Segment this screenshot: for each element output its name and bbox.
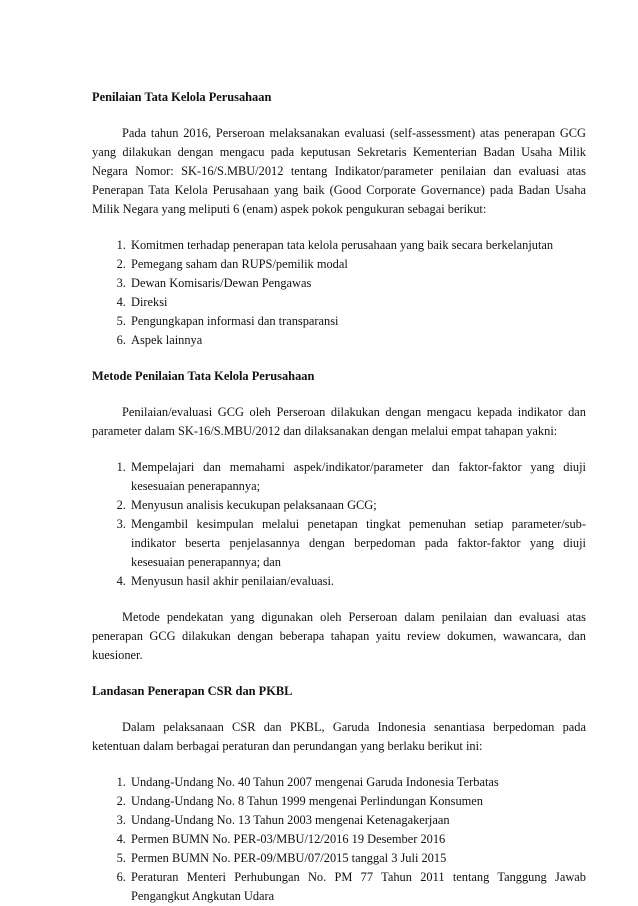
list-item: 1. Mempelajari dan memahami aspek/indikator/parameter dan faktor-faktor yang diuji kesesuaian penerapannya; [129, 458, 586, 496]
list-item: 4. Direksi [129, 293, 586, 312]
list-item: 6. Aspek lainnya [129, 331, 586, 350]
list-item: 1. Komitmen terhadap penerapan tata kelola perusahaan yang baik secara berkelanjutan [129, 236, 586, 255]
section-heading-landasan: Landasan Penerapan CSR dan PKBL [92, 684, 293, 698]
section-paragraph: Penilaian/evaluasi GCG oleh Perseroan dilakukan dengan mengacu kepada indikator dan parameter dalam SK-16/S.MBU/2012 dan dilaksanakan dengan melalui empat tahapan yakni: [92, 405, 586, 438]
aspect-list [92, 236, 586, 350]
list-item: 2. Menyusun analisis kecukupan pelaksanaan GCG; [129, 496, 586, 515]
list-item: 3. Undang-Undang No. 13 Tahun 2003 mengenai Ketenagakerjaan [129, 811, 586, 830]
section-paragraph: Pada tahun 2016, Perseroan melaksanakan evaluasi (self-assessment) atas penerapan GCG yang dilakukan dengan mengacu pada keputusan Sekretaris Kementerian Badan Usaha Milik Negara Nomor: SK-16/S.MBU/2012 tentang Indikator/parameter penilaian dan evaluasi atas Penerapan Tata Kelola Perusahaan yang baik (Good Corporate Governance) pada Badan Usaha Milik Negara yang meliputi 6 (enam) aspek pokok pengukuran sebagai berikut: [92, 126, 586, 216]
list-item: 6. Peraturan Menteri Perhubungan No. PM 77 Tahun 2011 tentang Tanggung Jawab Pengangkut Angkutan Udara [129, 868, 586, 906]
regulation-list [92, 773, 586, 906]
section-heading-penilaian: Penilaian Tata Kelola Perusahaan [92, 90, 272, 104]
list-item: 3. Dewan Komisaris/Dewan Pengawas [129, 274, 586, 293]
section-heading-metode: Metode Penilaian Tata Kelola Perusahaan [92, 369, 315, 383]
list-item: 5. Permen BUMN No. PER-09/MBU/07/2015 tanggal 3 Juli 2015 [129, 849, 586, 868]
section-paragraph: Dalam pelaksanaan CSR dan PKBL, Garuda Indonesia senantiasa berpedoman pada ketentuan dalam berbagai peraturan dan perundangan yang berlaku berikut ini: [92, 720, 586, 753]
list-item: 2. Pemegang saham dan RUPS/pemilik modal [129, 255, 586, 274]
list-item: 2. Undang-Undang No. 8 Tahun 1999 mengenai Perlindungan Konsumen [129, 792, 586, 811]
list-item: 1. Undang-Undang No. 40 Tahun 2007 mengenai Garuda Indonesia Terbatas [129, 773, 586, 792]
list-item: 3. Mengambil kesimpulan melalui penetapan tingkat pemenuhan setiap parameter/sub-indikator beserta penjelasannya dengan berpedoman pada faktor-faktor yang diuji kesesuaian penerapannya; dan [129, 515, 586, 572]
section-closing-paragraph: Metode pendekatan yang digunakan oleh Perseroan dalam penilaian dan evaluasi atas penerapan GCG dilakukan dengan beberapa tahapan yaitu review dokumen, wawancara, dan kuesioner. [92, 610, 586, 662]
list-item: 4. Permen BUMN No. PER-03/MBU/12/2016 19 Desember 2016 [129, 830, 586, 849]
list-item: 5. Pengungkapan informasi dan transparansi [129, 312, 586, 331]
stage-list [92, 458, 586, 591]
list-item: 4. Menyusun hasil akhir penilaian/evaluasi. [129, 572, 586, 591]
